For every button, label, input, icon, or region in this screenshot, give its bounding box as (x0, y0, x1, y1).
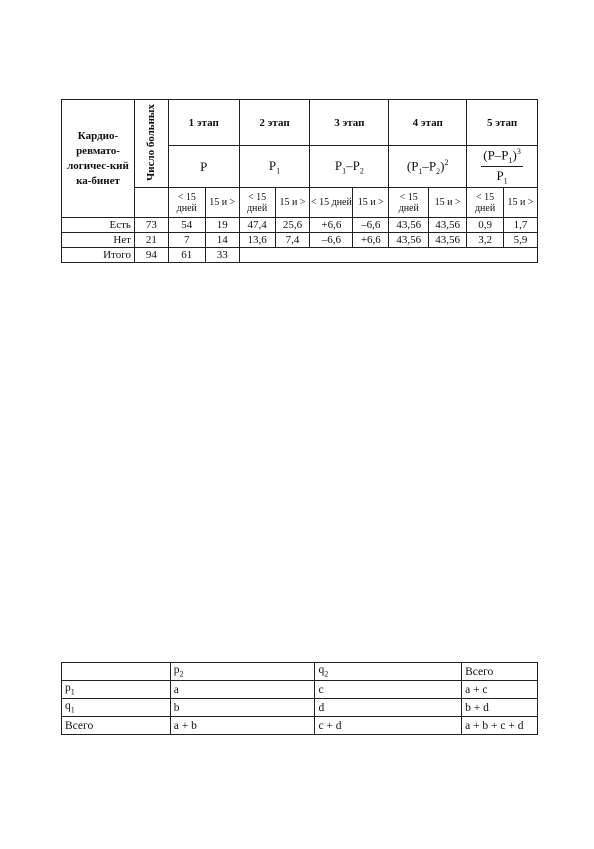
fraction (481, 147, 523, 186)
formula-sub: 2 (359, 166, 364, 176)
table-cell: c + d (315, 717, 462, 735)
sub-15-more: 15 и > (205, 188, 239, 218)
formula-part: ) (440, 157, 445, 173)
row-sub: 1 (70, 705, 75, 715)
header-q2 (315, 663, 462, 681)
table-cell: 7 (168, 233, 205, 248)
table-cell: a + b + c + d (462, 717, 538, 735)
table-cell: 43,56 (389, 218, 429, 233)
corner-header (62, 100, 135, 218)
table-cell: 3,2 (467, 233, 504, 248)
table-cell: –6,6 (353, 218, 389, 233)
stage-4-formula (389, 146, 467, 188)
row-label (62, 699, 171, 717)
table-cell: a (170, 681, 315, 699)
row-label: Нет (62, 233, 135, 248)
formula-sub: 1 (418, 166, 423, 176)
table-cell: +6,6 (310, 218, 353, 233)
table-cell: a + c (462, 681, 538, 699)
table-cell: 43,56 (429, 218, 467, 233)
table-row (62, 218, 538, 233)
row-sub: 1 (70, 687, 75, 697)
row-letter: p (65, 682, 71, 695)
row-label (62, 717, 171, 735)
table-cell: 7,4 (275, 233, 310, 248)
formula-p: P (268, 157, 277, 173)
formula-p: P (334, 157, 343, 173)
table-cell: 33 (205, 248, 239, 263)
sub-15-more: 15 и > (353, 188, 389, 218)
header-empty (62, 663, 171, 681)
header-letter: q (318, 664, 325, 677)
table-cell: 0,9 (467, 218, 504, 233)
formula-sub: 1 (342, 166, 347, 176)
sub-less-15: < 15 дней (389, 188, 429, 218)
stages-table (61, 99, 538, 263)
table-row (62, 699, 538, 717)
sub-less-15: < 15 дней (310, 188, 353, 218)
patients-count-header-text: Число больных (145, 103, 158, 181)
empty-cell (239, 248, 537, 263)
table-cell: +6,6 (353, 233, 389, 248)
row-label: Есть (62, 218, 135, 233)
total-row (62, 248, 538, 263)
header-letter: p (173, 664, 180, 677)
row-label: Итого (62, 248, 135, 263)
table-cell: 54 (168, 218, 205, 233)
table-cell: d (315, 699, 462, 717)
formula-part: (P (406, 157, 419, 173)
table-cell: 25,6 (275, 218, 310, 233)
sub-less-15: < 15 дней (467, 188, 504, 218)
fraction-denominator (481, 167, 523, 186)
table-cell: b + d (462, 699, 538, 717)
table-cell: 61 (168, 248, 205, 263)
table-row (62, 717, 538, 735)
formula-p: P (496, 168, 504, 184)
table-cell: 19 (205, 218, 239, 233)
table-cell: 14 (205, 233, 239, 248)
table-row (62, 233, 538, 248)
row-total: 21 (134, 233, 168, 248)
stage-4-header: 4 этап (389, 100, 467, 146)
formula-sub: 1 (508, 156, 513, 166)
table-header-row (62, 663, 538, 681)
contingency-table (61, 662, 538, 735)
formula-sub: 2 (436, 166, 441, 176)
formula-sup: 2 (444, 157, 449, 167)
sub-15-more: 15 и > (429, 188, 467, 218)
row-total: 73 (134, 218, 168, 233)
table-cell: 47,4 (239, 218, 275, 233)
row-letter: q (65, 700, 71, 713)
table-cell: 43,56 (389, 233, 429, 248)
header-p2 (170, 663, 315, 681)
patients-count-header (134, 100, 168, 188)
row-total: 94 (134, 248, 168, 263)
row-letter: Всего (65, 719, 94, 732)
corner-header-text: Кардио-ревмато-логичес-кий ка-бинет (67, 129, 129, 187)
stage-5-header: 5 этап (467, 100, 538, 146)
sub-less-15: < 15 дней (168, 188, 205, 218)
fraction-numerator (481, 147, 523, 167)
stage-1-header: 1 этап (168, 100, 239, 146)
header-total: Всего (462, 663, 538, 681)
header-sub: 2 (324, 669, 329, 679)
table-cell: 13,6 (239, 233, 275, 248)
table-cell: 5,9 (504, 233, 538, 248)
stage-1-formula (168, 146, 239, 188)
row-label (62, 681, 171, 699)
formula-p: P (352, 157, 360, 173)
formula-sup: 3 (516, 147, 521, 157)
formula-sub: 1 (503, 176, 508, 186)
formula-sub: 1 (276, 166, 281, 176)
stage-2-formula (239, 146, 310, 188)
table-row (62, 681, 538, 699)
stage-5-formula (467, 146, 538, 188)
stage-3-formula (310, 146, 389, 188)
table-cell: 43,56 (429, 233, 467, 248)
formula-part: ) (512, 147, 517, 163)
table-cell: c (315, 681, 462, 699)
patients-count-sub-empty (134, 188, 168, 218)
formula-part: (P–P (483, 147, 509, 163)
table-cell: 1,7 (504, 218, 538, 233)
formula-part: –P (422, 157, 437, 173)
table-cell: b (170, 699, 315, 717)
header-sub: 2 (179, 669, 184, 679)
formula-p: P (200, 158, 208, 174)
stage-2-header: 2 этап (239, 100, 310, 146)
sub-15-more: 15 и > (504, 188, 538, 218)
stage-3-header: 3 этап (310, 100, 389, 146)
sub-less-15: < 15 дней (239, 188, 275, 218)
formula-operator: – (346, 157, 353, 173)
table-cell: –6,6 (310, 233, 353, 248)
table-cell: a + b (170, 717, 315, 735)
sub-15-more: 15 и > (275, 188, 310, 218)
